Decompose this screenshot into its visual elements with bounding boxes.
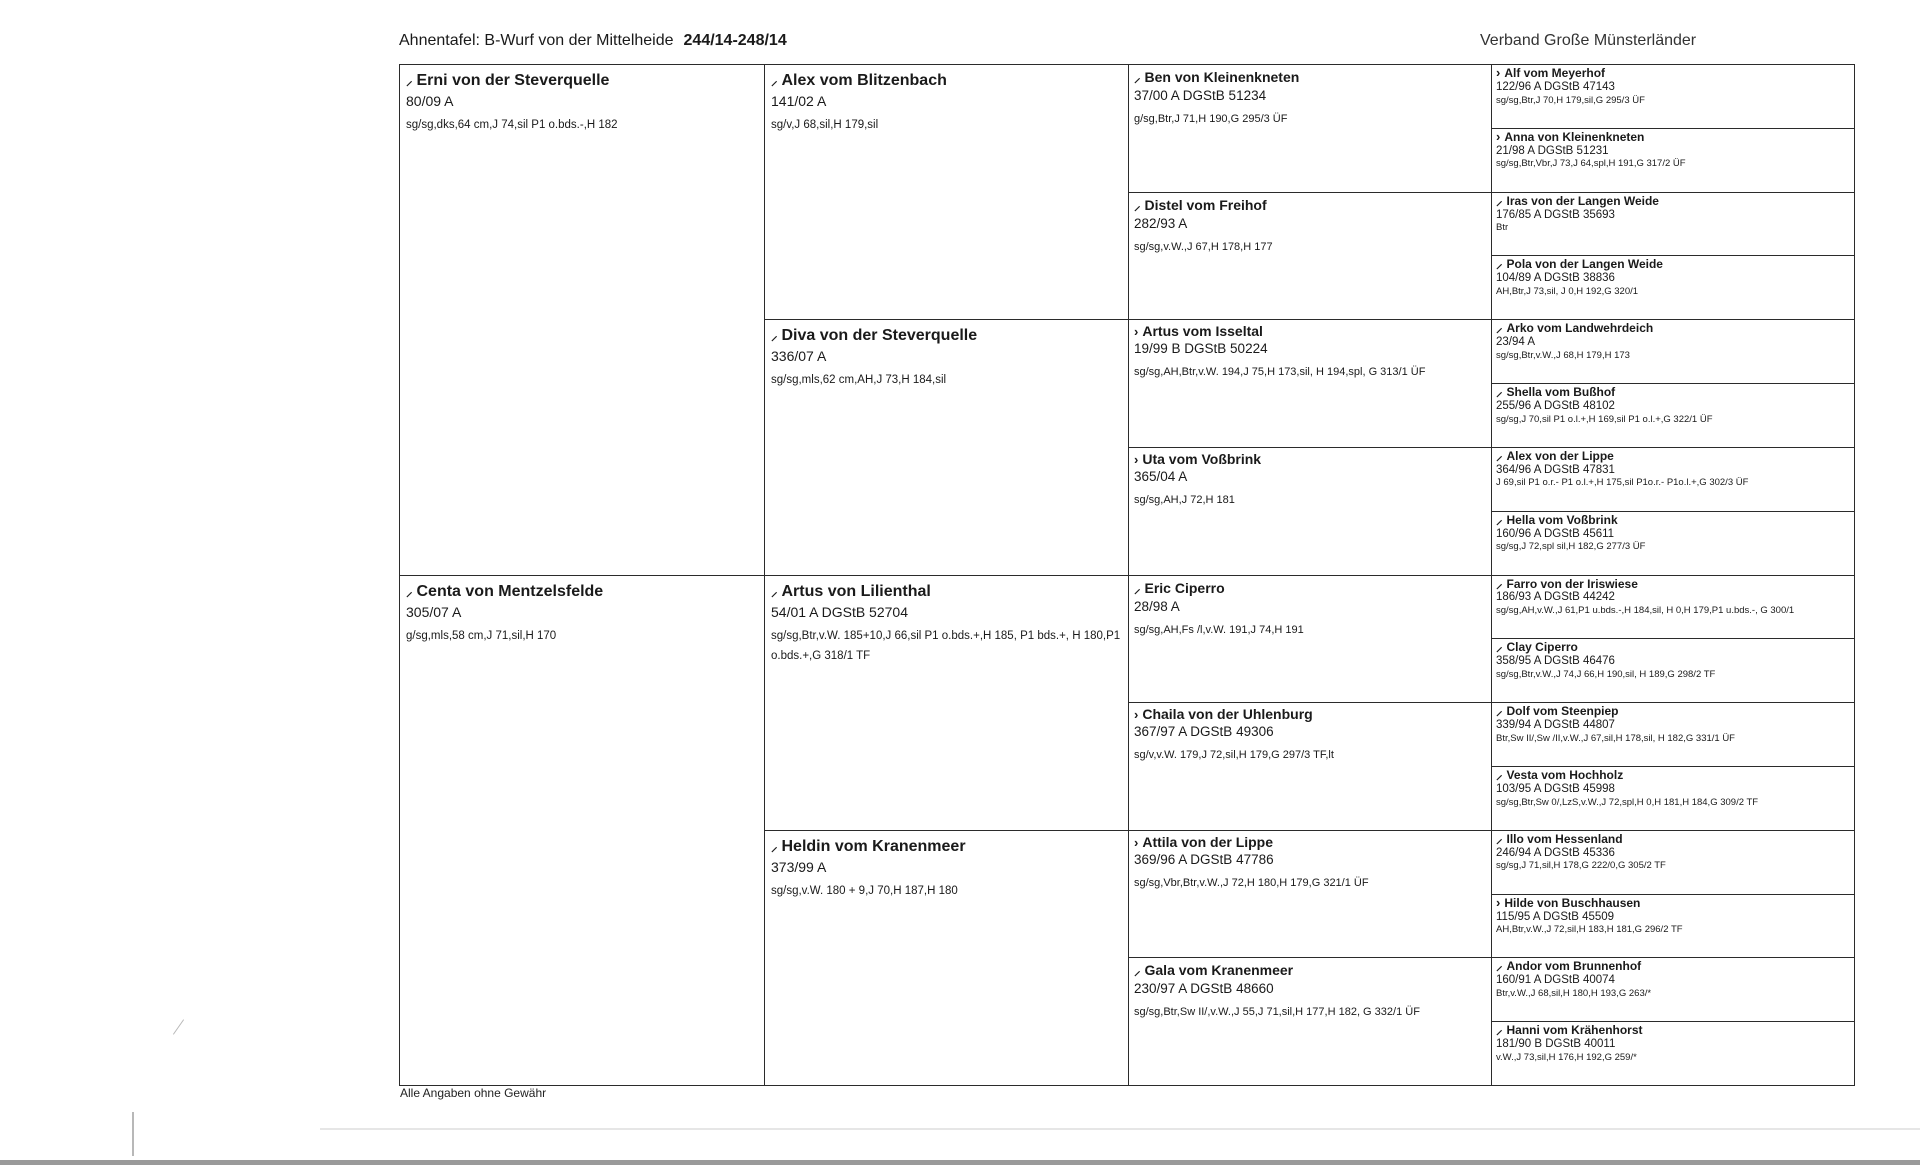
test-results: sg/sg,Btr,Vbr,J 73,J 64,spl,H 191,G 317/2 ÜF [1496,158,1686,170]
test-results: sg/sg,Btr,v.W. 185+10,J 66,sil P1 o.bds.+,H 185, P1 bds.+, H 180,P1 o.bds.+,G 318/1 TF [771,629,1121,663]
dog-name [1134,834,1486,850]
registration-number: 115/95 A DGStB 45509 [1496,910,1615,923]
sex-symbol: ⸝ [1496,384,1503,400]
dog-name [771,582,1122,601]
registration-number: 104/89 A DGStB 38836 [1496,272,1615,285]
title-text: Ahnentafel: B-Wurf von der Mittelheide [399,32,674,49]
dog-name-text: Alf vom Meyerhof [1504,66,1606,80]
sex-symbol: › [1496,65,1501,80]
dog-name-text: Shella vom Bußhof [1506,385,1616,400]
dog-name [1496,194,1850,209]
dog-name-text: Hanni vom Krähenhorst [1506,1023,1643,1038]
dog-name-text: Distel vom Freihof [1144,196,1267,213]
sex-symbol: ⸝ [1496,575,1503,591]
dog-name-text: Heldin vom Kranenmeer [781,837,966,855]
test-results: g/sg,mls,58 cm,J 71,sil,H 170 [406,629,557,642]
dog-name-text: Centa von Mentzelsfelde [416,582,604,600]
dog-name-text: Pola von der Langen Weide [1506,257,1663,272]
dog-name [1496,640,1850,655]
pedigree-entry [764,830,1129,1086]
pedigree-entry [1491,64,1855,129]
test-results: v.W.,J 73,sil,H 176,H 192,G 259/* [1496,1051,1637,1063]
dog-name-text: Iras von der Langen Weide [1506,193,1659,208]
pedigree-entry [764,575,1129,831]
dog-name-text: Dolf vom Steenpiep [1506,704,1619,719]
test-results: sg/sg,AH,Btr,v.W. 194,J 75,H 173,sil, H 194,spl, G 313/1 ÜF [1134,366,1426,379]
test-results: sg/sg,Vbr,Btr,v.W.,J 72,H 180,H 179,G 321/1 ÜF [1134,876,1369,889]
test-results: Btr,Sw II/,Sw /II,v.W.,J 67,sil,H 178,sil, H 182,G 331/1 ÜF [1496,732,1735,744]
registration-number: 336/07 A [771,348,827,365]
dog-name [1496,385,1850,400]
pedigree-entry [1491,128,1855,193]
pedigree-entry [1491,447,1855,512]
registration-number: 21/98 A DGStB 51231 [1496,144,1609,157]
dog-name [1496,959,1850,974]
test-results: sg/sg,Btr,Sw 0/,LzS,v.W.,J 72,spl,H 0,H 181,H 184,G 309/2 TF [1496,796,1759,808]
pedigree-entry [1491,957,1855,1022]
sex-symbol: › [1134,451,1139,467]
sex-symbol: › [1134,324,1139,340]
dog-name [406,582,758,601]
dog-name [1496,130,1850,145]
registration-number: 176/85 A DGStB 35693 [1496,208,1615,221]
pedigree-entry [399,64,765,576]
sex-symbol: › [1134,834,1139,850]
dog-name [1496,321,1850,336]
sex-symbol: ⸝ [771,583,778,599]
pedigree-entry [1128,64,1492,193]
paper-edge [320,1128,1920,1130]
sex-symbol: ⸝ [771,838,778,854]
sex-symbol: ⸝ [406,73,413,88]
pedigree-entry [1491,894,1855,959]
dog-name [1496,896,1850,911]
sex-symbol: ⸝ [1496,958,1503,974]
registration-number: 358/95 A DGStB 46476 [1496,655,1615,668]
registration-number: 367/97 A DGStB 49306 [1134,724,1274,740]
test-results: sg/sg,Btr,J 70,H 179,sil,G 295/3 ÜF [1496,94,1645,106]
dog-name [1496,704,1850,719]
pedigree-entry [1128,702,1492,831]
pedigree-entry [1491,319,1855,384]
dog-name-text: Illo vom Hessenland [1506,831,1623,846]
registration-number: 23/94 A [1496,336,1536,349]
pedigree-entry [1491,766,1855,831]
dog-name [406,71,758,90]
sex-symbol: › [1134,707,1139,723]
dog-name [1496,1023,1850,1038]
dog-name-text: Eric Ciperro [1144,579,1225,596]
test-results: sg/sg,v.W.,J 67,H 178,H 177 [1134,240,1273,253]
test-results: AH,Btr,v.W.,J 72,sil,H 183,H 181,G 296/2 TF [1496,924,1683,936]
pedigree-entry [764,319,1129,575]
dog-name-text: Gala vom Kranenmeer [1144,962,1294,979]
sex-symbol: ⸝ [1496,320,1503,336]
pedigree-entry [1128,192,1492,321]
sex-symbol: ⸝ [1496,1022,1503,1038]
test-results: sg/sg,v.W. 180 + 9,J 70,H 187,H 180 [771,884,958,897]
registration-number: 369/96 A DGStB 47786 [1134,851,1274,867]
pedigree-entry [1491,702,1855,767]
registration-number: 305/07 A [406,603,462,620]
registration-number: 373/99 A [771,858,827,875]
test-results: Btr,v.W.,J 68,sil,H 180,H 193,G 263/* [1496,987,1652,999]
registration-number: 19/99 B DGStB 50224 [1134,341,1268,357]
dog-name-text: Artus von Lilienthal [781,582,931,600]
pedigree-entry [1491,383,1855,448]
registration-number: 339/94 A DGStB 44807 [1496,719,1615,732]
registration-number: 160/91 A DGStB 40074 [1496,974,1615,987]
dog-name [1496,513,1850,528]
pedigree-entry [1128,830,1492,959]
dog-name [771,71,1122,90]
scan-mark [132,1112,134,1156]
dog-name [1496,768,1850,783]
sex-symbol: ⸝ [1134,580,1141,596]
sex-symbol: ⸝ [1496,639,1503,655]
dog-name [1134,196,1486,214]
registration-number: 160/96 A DGStB 45611 [1496,527,1615,540]
test-results: J 69,sil P1 o.r.- P1 o.l.+,H 175,sil P1o.r.- P1o.l.+,G 302/3 ÜF [1496,477,1749,489]
dog-name [1134,323,1486,339]
pedigree-entry [1491,638,1855,703]
sex-symbol: ⸝ [1134,197,1141,213]
pedigree-entry [1491,255,1855,320]
pedigree-entry [399,575,765,1087]
registration-number: 181/90 B DGStB 40011 [1496,1038,1616,1051]
dog-name [1496,449,1850,464]
disclaimer: Alle Angaben ohne Gewähr [400,1086,547,1100]
sex-symbol: ⸝ [1496,511,1503,527]
dog-name-text: Ben von Kleinenkneten [1144,69,1300,85]
sex-symbol: ⸝ [406,583,413,599]
sex-symbol: ⸝ [771,73,778,88]
dog-name [1134,68,1486,86]
dog-name [1496,257,1850,272]
test-results: sg/sg,dks,64 cm,J 74,sil P1 o.bds.-,H 182 [406,119,618,131]
pedigree-entry [1128,957,1492,1086]
test-results: AH,Btr,J 73,sil, J 0,H 192,G 320/1 [1496,286,1639,298]
registration-number: 54/01 A DGStB 52704 [771,603,908,620]
test-results: sg/sg,J 71,sil,H 178,G 222/0,G 305/2 TF [1496,860,1666,872]
dog-name-text: Artus vom Isseltal [1142,323,1263,340]
registration-number: 282/93 A [1134,215,1188,231]
litter-numbers: 244/14-248/14 [683,32,787,49]
dog-name [1134,451,1486,467]
dog-name-text: Clay Ciperro [1506,640,1578,655]
dog-name [1496,66,1850,81]
test-results: sg/v,J 68,sil,H 179,sil [771,119,879,131]
pedigree-entry [1128,319,1492,448]
pedigree-entry [1491,830,1855,895]
test-results: sg/v,v.W. 179,J 72,sil,H 179,G 297/3 TF,lt [1134,749,1334,762]
dog-name-text: Alex vom Blitzenbach [781,72,947,89]
sex-symbol: ⸝ [1496,447,1503,463]
dog-name-text: Farro von der Iriswiese [1506,576,1638,591]
pedigree-entry [1491,511,1855,576]
registration-number: 255/96 A DGStB 48102 [1496,400,1615,412]
sex-symbol: ⸝ [1496,830,1503,846]
registration-number: 246/94 A DGStB 45336 [1496,846,1615,859]
dog-name [1134,961,1486,979]
test-results: sg/sg,J 70,sil P1 o.l.+,H 169,sil P1 o.l.+,G 322/1 ÜF [1496,413,1713,425]
dog-name-text: Attila von der Lippe [1142,833,1274,850]
sex-symbol: ⸝ [1496,256,1503,272]
sex-symbol: › [1496,128,1501,144]
dog-name-text: Andor vom Brunnenhof [1506,959,1642,974]
dog-name [1134,706,1486,722]
pedigree-entry [764,64,1129,320]
sex-symbol: ⸝ [1134,70,1141,85]
registration-number: 103/95 A DGStB 45998 [1496,782,1615,795]
dog-name-text: Alex von der Lippe [1506,448,1614,463]
registration-number: 230/97 A DGStB 48660 [1134,981,1274,997]
dog-name-text: Vesta vom Hochholz [1506,767,1624,782]
test-results: Btr [1496,222,1509,234]
registration-number: 122/96 A DGStB 47143 [1496,80,1615,93]
dog-name-text: Erni von der Steverquelle [416,72,610,89]
registration-number: 365/04 A [1134,468,1188,484]
test-results: sg/sg,Btr,v.W.,J 74,J 66,H 190,sil, H 189,G 298/2 TF [1496,668,1716,680]
pedigree-entry [1491,192,1855,257]
sex-symbol: ⸝ [1496,766,1503,782]
registration-number: 80/09 A [406,93,454,109]
dog-name [1134,579,1486,597]
test-results: sg/sg,AH,J 72,H 181 [1134,493,1235,506]
sex-symbol: ⸝ [1134,963,1141,979]
scan-bottom-edge [0,1160,1920,1165]
dog-name [771,326,1122,345]
pedigree-entry [1491,1021,1855,1086]
dog-name-text: Uta vom Voßbrink [1142,450,1262,467]
registration-number: 364/96 A DGStB 47831 [1496,463,1615,476]
sex-symbol: ⸝ [1496,703,1503,719]
sex-symbol: ⸝ [1496,192,1503,208]
dog-name-text: Chaila von der Uhlenburg [1142,706,1313,723]
dog-name-text: Arko vom Landwehrdeich [1506,321,1654,336]
sex-symbol: ⸝ [771,328,778,344]
dog-name [1496,832,1850,847]
dog-name [1496,577,1850,592]
test-results: sg/sg,AH,v.W.,J 61,P1 u.bds.-,H 184,sil, H 0,H 179,P1 u.bds.-, G 300/1 [1496,605,1795,617]
dog-name-text: Diva von der Steverquelle [781,327,978,345]
pedigree-entry [1128,447,1492,576]
test-results: g/sg,Btr,J 71,H 190,G 295/3 ÜF [1134,113,1288,125]
test-results: sg/sg,Btr,Sw II/,v.W.,J 55,J 71,sil,H 177,H 182, G 332/1 ÜF [1134,1006,1420,1019]
dog-name-text: Hella vom Voßbrink [1506,512,1618,527]
registration-number: 141/02 A [771,93,827,109]
registration-number: 37/00 A DGStB 51234 [1134,88,1267,103]
sex-symbol: › [1496,894,1501,910]
pedigree-entry [1128,575,1492,704]
registration-number: 28/98 A [1134,598,1180,614]
association-name: Verband Große Münsterländer [1480,32,1697,49]
dog-name-text: Anna von Kleinenkneten [1504,129,1645,144]
registration-number: 186/93 A DGStB 44242 [1496,591,1615,604]
test-results: sg/sg,AH,Fs /l,v.W. 191,J 74,H 191 [1134,623,1304,636]
scan-margin [0,0,320,1165]
pedigree-entry [1491,575,1855,640]
pedigree-title [399,32,787,50]
test-results: sg/sg,Btr,v.W.,J 68,H 179,H 173 [1496,349,1630,361]
dog-name [771,837,1122,856]
dog-name-text: Hilde von Buschhausen [1504,895,1641,910]
test-results: sg/sg,J 72,spl sil,H 182,G 277/3 ÜF [1496,541,1646,553]
test-results: sg/sg,mls,62 cm,AH,J 73,H 184,sil [771,374,947,387]
